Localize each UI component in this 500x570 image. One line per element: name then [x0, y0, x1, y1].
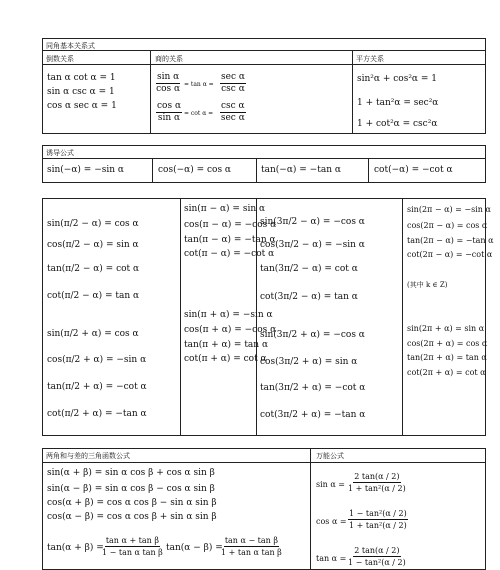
quotient-mid: = cot α = [184, 110, 214, 117]
numerator: sin α [157, 72, 180, 82]
reduction-formula: tan(π − α) = −tan α [184, 235, 276, 245]
divider [42, 462, 486, 463]
sum-formula: sin(α + β) = sin α cos β + cos α sin β [47, 468, 215, 478]
reduction-formula: cos(π + α) = −cos α [184, 325, 277, 335]
denominator: sec α [220, 113, 245, 123]
divider [402, 198, 403, 436]
numerator: tan α + tan β [105, 536, 159, 545]
reduction-formula: sin(3π/2 − α) = −cos α [260, 217, 365, 227]
divider [150, 50, 151, 134]
numerator: 2 tan(α / 2) [354, 546, 400, 555]
divider [310, 448, 311, 570]
divider [352, 50, 353, 134]
reduction-formula: tan(2π + α) = tan α [407, 353, 487, 362]
universal-title: 万能公式 [316, 452, 344, 460]
reduction-formula: sin(3π/2 + α) = −cos α [260, 330, 365, 340]
reduction-formula: tan(π/2 + α) = −cot α [47, 382, 147, 392]
reduction-formula: cos(π/2 − α) = sin α [47, 240, 139, 250]
tan-sum-fraction [102, 535, 163, 558]
denominator: csc α [221, 84, 245, 94]
divider [256, 158, 257, 183]
reduction-formula: tan(π/2 − α) = cot α [47, 264, 140, 274]
divider [368, 158, 369, 183]
reduction-formula: cot(3π/2 − α) = tan α [260, 292, 358, 302]
reduction-formula: cot(2π − α) = −cot α [407, 250, 493, 259]
tan-diff-lhs: tan(α − β) = [166, 543, 223, 553]
denominator: 1 − tan²(α / 2) [348, 558, 406, 567]
reduction-formula: tan(3π/2 − α) = cot α [260, 264, 358, 274]
sum-formula: cos(α + β) = cos α cos β − sin α sin β [47, 498, 217, 508]
divider [42, 50, 486, 51]
square-formula: sin²α + cos²α = 1 [357, 74, 437, 84]
universal-fraction [348, 471, 406, 494]
reduction-formula: sin(π/2 − α) = cos α [47, 219, 139, 229]
reduction-formula: cot(π/2 + α) = −tan α [47, 409, 147, 419]
reduction-formula: cot(π + α) = cot α [184, 354, 267, 364]
reduction-formula: tan(2π − α) = −tan α [407, 236, 494, 245]
induction-formula: cot(−α) = −cot α [374, 165, 453, 175]
sum-formula: cos(α − β) = cos α cos β + sin α sin β [47, 512, 217, 522]
universal-lhs: tan α = [316, 554, 347, 563]
induction-table-title: 诱导公式 [46, 149, 74, 157]
tan-diff-fraction [221, 535, 282, 558]
reduction-formula: cot(π − α) = −cot α [184, 249, 275, 259]
induction-formula: sin(−α) = −sin α [47, 165, 124, 175]
reduction-formula: cot(2π + α) = cot α [407, 368, 486, 377]
universal-lhs: sin α = [316, 480, 346, 489]
reduction-formula: cos(2π − α) = cos α [407, 221, 488, 230]
reduction-formula: cot(3π/2 + α) = −tan α [260, 410, 366, 420]
quotient-header: 商的关系 [155, 55, 183, 63]
induction-table [42, 145, 486, 183]
quotient-fraction [220, 72, 246, 95]
reduction-formula: cos(3π/2 − α) = −sin α [260, 240, 365, 250]
reduction-formula: sin(π + α) = −sin α [184, 310, 273, 320]
divider [152, 158, 153, 183]
identity-table-title: 同角基本关系式 [46, 42, 95, 50]
reduction-formula: cot(π/2 − α) = tan α [47, 291, 140, 301]
reduction-formula: tan(π + α) = tan α [184, 340, 269, 350]
universal-fraction [348, 545, 406, 568]
reduction-formula: cos(π/2 + α) = −sin α [47, 355, 147, 365]
denominator: 1 + tan²(α / 2) [348, 484, 406, 493]
reciprocal-formula: cos α sec α = 1 [47, 101, 117, 111]
denominator: cos α [156, 84, 181, 94]
numerator: 1 − tan²(α / 2) [349, 509, 407, 518]
divider [42, 64, 486, 65]
quotient-fraction [156, 72, 180, 95]
reduction-formula: tan(3π/2 + α) = −cot α [260, 383, 366, 393]
quotient-fraction [220, 101, 246, 124]
numerator: sec α [221, 72, 245, 82]
induction-formula: tan(−α) = −tan α [261, 165, 341, 175]
divider [42, 158, 486, 159]
tan-sum-lhs: tan(α + β) = [47, 543, 104, 553]
reduction-formula: cos(3π/2 + α) = sin α [260, 357, 358, 367]
denominator: 1 − tan α tan β [102, 548, 163, 557]
reciprocal-formula: tan α cot α = 1 [47, 73, 116, 83]
universal-lhs: cos α = [316, 517, 347, 526]
divider [180, 198, 181, 436]
induction-formula: cos(−α) = cos α [158, 165, 231, 175]
reduction-formula: sin(π − α) = sin α [184, 204, 266, 214]
reduction-formula: sin(2π − α) = −sin α [407, 205, 491, 214]
sum-difference-title: 两角和与差的三角函数公式 [46, 452, 130, 460]
reciprocal-formula: sin α csc α = 1 [47, 87, 115, 97]
quotient-fraction [156, 101, 182, 124]
k-note: (其中 k ∈ Z) [407, 281, 448, 289]
reduction-formula: cos(2π + α) = cos α [407, 339, 488, 348]
numerator: cos α [157, 101, 182, 111]
denominator: 1 + tan²(α / 2) [349, 521, 407, 530]
denominator: 1 + tan α tan β [221, 548, 282, 557]
denominator: sin α [157, 113, 181, 123]
reciprocal-header: 倒数关系 [46, 55, 74, 63]
reduction-formula: sin(π/2 + α) = cos α [47, 329, 139, 339]
square-formula: 1 + tan²α = sec²α [357, 98, 439, 108]
reduction-formula: cos(π − α) = −cos α [184, 220, 277, 230]
square-formula: 1 + cot²α = csc²α [357, 119, 438, 129]
sum-formula: sin(α − β) = sin α cos β − cos α sin β [47, 484, 215, 494]
numerator: tan α − tan β [224, 536, 278, 545]
quotient-mid: = tan α = [184, 81, 214, 88]
reduction-formula: sin(2π + α) = sin α [407, 324, 485, 333]
numerator: csc α [221, 101, 245, 111]
square-header: 平方关系 [356, 55, 384, 63]
numerator: 2 tan(α / 2) [354, 472, 400, 481]
universal-fraction [348, 508, 408, 531]
